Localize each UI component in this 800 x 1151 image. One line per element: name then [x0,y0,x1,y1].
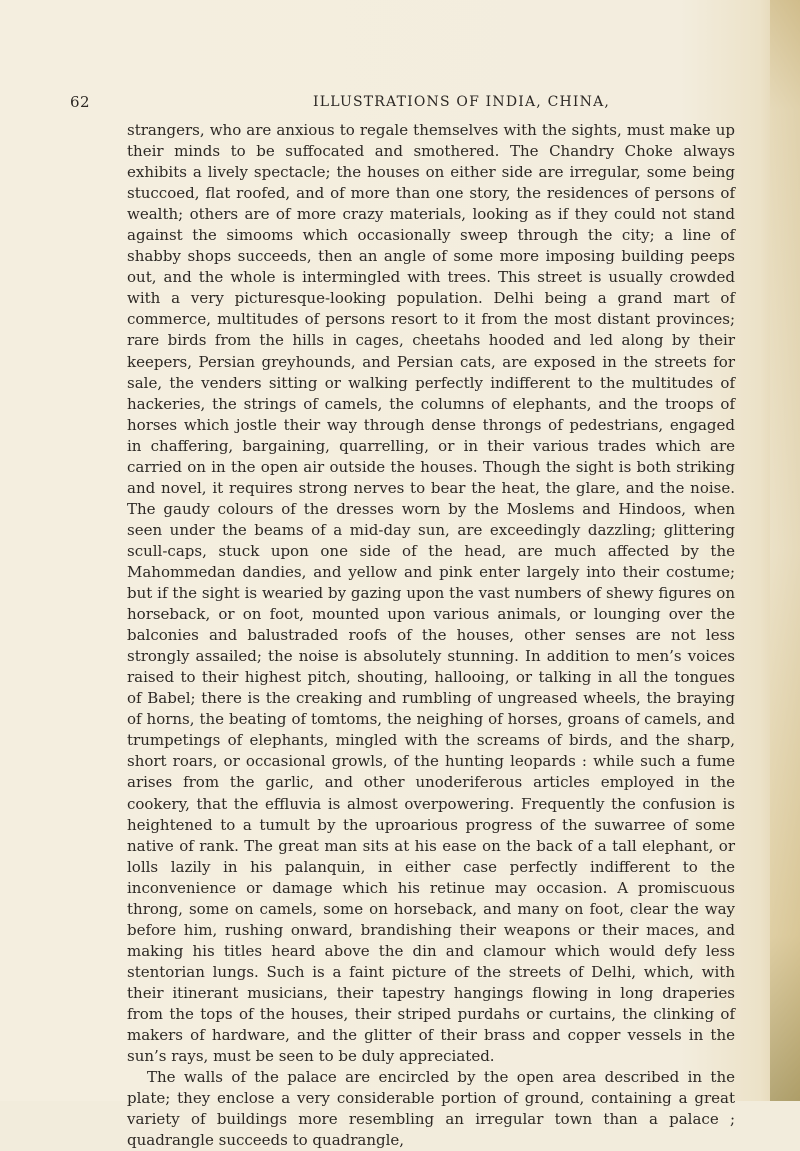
page-edge-shadow [770,0,800,1101]
body-text [127,120,735,1151]
paragraph: The walls of the palace are encircled by the open area described in the plate; they enclose a very considerable portion of ground, containing a great variety of buildings more resembling an irregular town than a palace ; quadrangle succeeds to quadrangle, [127,1068,735,1150]
running-title: ILLUSTRATIONS OF INDIA, CHINA, [313,94,611,110]
paragraph: strangers, who are anxious to regale themselves with the sights, must make up their minds to be suffocated and smothered. The Chandry Choke always exhibits a lively spectacle; the houses on either side are irregular, some being stuccoed, flat roofed, and of more than one story, the residences of persons of wealth; others are of more crazy materials, looking as if they could not stand against the simooms which occasionally sweep through the city; a line of shabby shops succeeds, then an angle of some more imposing building peeps out, and the whole is intermingled with trees. This street is usually crowded with a very picturesque-looking population. Delhi being a grand mart of commerce, multitudes of persons resort to it from the most distant provinces; rare birds from the hills in cages, cheetahs hooded and led along by their keepers, Persian greyhounds, and Persian cats, are exposed in the streets for sale, the venders sitting or walking perfectly indifferent to the multitudes of hackeries, the strings of camels, the columns of elephants, and the troops of horses which jostle their way through dense throngs of pedestrians, engaged in chaffering, bargaining, quarrelling, or in their various trades which are carried on in the open air outside the houses. Though the sight is both striking and novel, it requires strong nerves to bear the heat, the glare, and the noise. The gaudy colours of the dresses worn by the Moslems and Hindoos, when seen under the beams of a mid-day sun, are exceedingly dazzling; glittering scull-caps, stuck upon one side of the head, are much affected by the Mahommedan dandies, and yellow and pink enter largely into their costume; but if the sight is wearied by gazing upon the vast numbers of shewy figures on horseback, or on foot, mounted upon various animals, or lounging over the balconies and balustraded roofs of the houses, other senses are not less strongly assailed; the noise is absolutely stunning. In addition to men’s voices raised to their highest pitch, shouting, hallooing, or talking in all the tongues of Babel; there is the creaking and rumbling of ungreased wheels, the braying of horns, the beating of tomtoms, the neighing of horses, groans of camels, and trumpetings of elephants, mingled with the screams of birds, and the sharp, short roars, or occasional growls, of the hunting leopards : while such a fume arises from the garlic, and other unoderiferous articles employed in the cookery, that the effluvia is almost overpowering. Frequently the confusion is heightened to a tumult by the uproarious progress of the suwarree of some native of rank. The great man sits at his ease on the back of a tall elephant, or lolls lazily in his palanquin, in either case perfectly indifferent to the inconvenience or damage which his retinue may occasion. A promiscuous throng, some on camels, some on horseback, and many on foot, clear the way before him, rushing onward, brandishing their weapons or their maces, and making his titles heard above the din and clamour which would defy less stentorian lungs. Such is a faint picture of the streets of Delhi, which, with their itinerant musicians, their tapestry hangings flowing in long draperies from the tops of the houses, their striped purdahs or curtains, the clinking of makers of hardware, and the glitter of their brass and copper vessels in the sun’s rays, must be seen to be duly appreciated. [127,121,735,1066]
page-header [70,93,732,115]
page-number: 62 [70,93,91,111]
